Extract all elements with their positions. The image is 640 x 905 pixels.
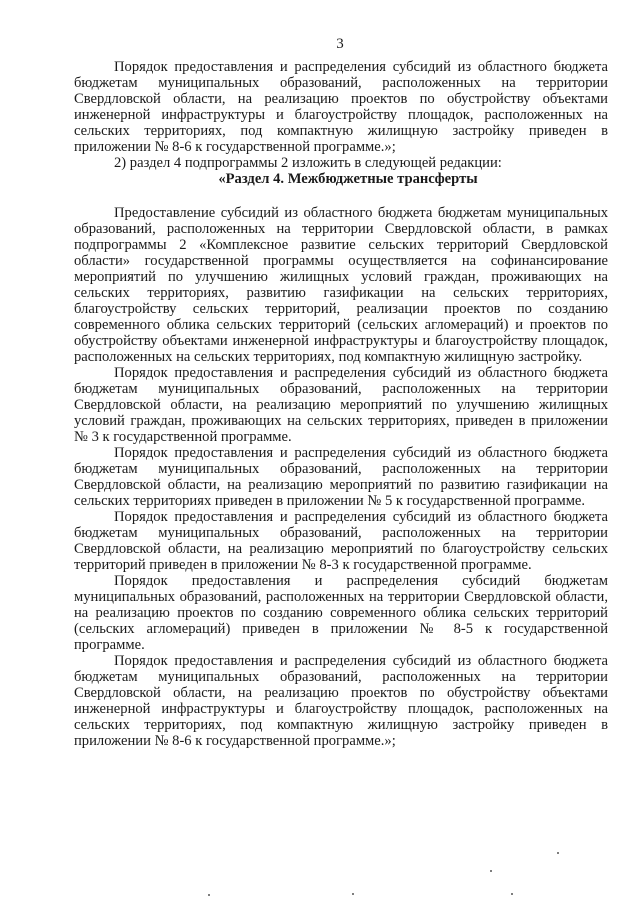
document-body [74, 59, 608, 749]
paragraph-subsidy-order-5: Порядок предоставления и распределения субсидий из областного бюджета бюджетам муниципальных образований, расположенных на территории Свердловской области, на реализацию мероприятий по развитию газификации на сельских территориях приведен в приложении № 5 к государственной программе. [74, 445, 608, 509]
paragraph-subsidy-order-3: Порядок предоставления и распределения субсидий из областного бюджета бюджетам муниципальных образований, расположенных на территории Свердловской области, на реализацию мероприятий по улучшению жилищных условий граждан, проживающих на сельских территориях, приведен в приложении № 3 к государственной программе. [74, 365, 608, 445]
paragraph-section-4-amendment: 2) раздел 4 подпрограммы 2 изложить в следующей редакции: [114, 155, 502, 171]
paragraph-subsidies-overview: Предоставление субсидий из областного бюджета бюджетам муниципальных образований, расположенных на территории Свердловской области, в рамках подпрограммы 2 «Комплексное развитие сельских территорий Свердловской области» государственной программы осуществляется на софинансирование мероприятий по улучшению жилищных условий граждан, проживающих на сельских территориях, развитию газификации на сельских территориях, благоустройству сельских территорий, реализации проектов по созданию современного облика сельских территорий (сельских агломераций) и проектов по обустройству объектами инженерной инфраструктуры и благоустройству площадок, расположенных на сельских территориях, под компактную жилищную застройку. [74, 205, 608, 365]
scan-speck [352, 893, 354, 895]
page-number: 3 [336, 36, 344, 52]
paragraph-subsidy-order-8-6-intro: Порядок предоставления и распределения субсидий из областного бюджета бюджетам муниципальных образований, расположенных на территории Свердловской области, на реализацию проектов по обустройству объектами инженерной инфраструктуры и благоустройству площадок, расположенных на сельских территориях, под компактную жилищную застройку приведен в приложении № 8-6 к государственной программе.»; [74, 59, 608, 155]
paragraph-subsidy-order-8-5: Порядок предоставления и распределения субсидий бюджетам муниципальных образований, расположенных на территории Свердловской области, на реализацию проектов по созданию современного облика сельских территорий (сельских агломераций) приведен в приложении № 8-5 к государственной программе. [74, 573, 608, 653]
scan-speck [490, 870, 492, 872]
scan-speck [557, 852, 559, 854]
scan-speck [511, 893, 513, 895]
paragraph-subsidy-order-8-6: Порядок предоставления и распределения субсидий из областного бюджета бюджетам муниципальных образований, расположенных на территории Свердловской области, на реализацию проектов по обустройству объектами инженерной инфраструктуры и благоустройству площадок, расположенных на сельских территориях, под компактную жилищную застройку приведен в приложении № 8-6 к государственной программе.»; [74, 653, 608, 749]
scan-speck [208, 894, 210, 896]
section-heading: «Раздел 4. Межбюджетные трансферты [218, 171, 478, 187]
paragraph-subsidy-order-8-3: Порядок предоставления и распределения субсидий из областного бюджета бюджетам муниципальных образований, расположенных на территории Свердловской области, на реализацию мероприятий по благоустройству сельских территорий приведен в приложении № 8-3 к государственной программе. [74, 509, 608, 573]
paragraph-spacer [74, 187, 608, 205]
